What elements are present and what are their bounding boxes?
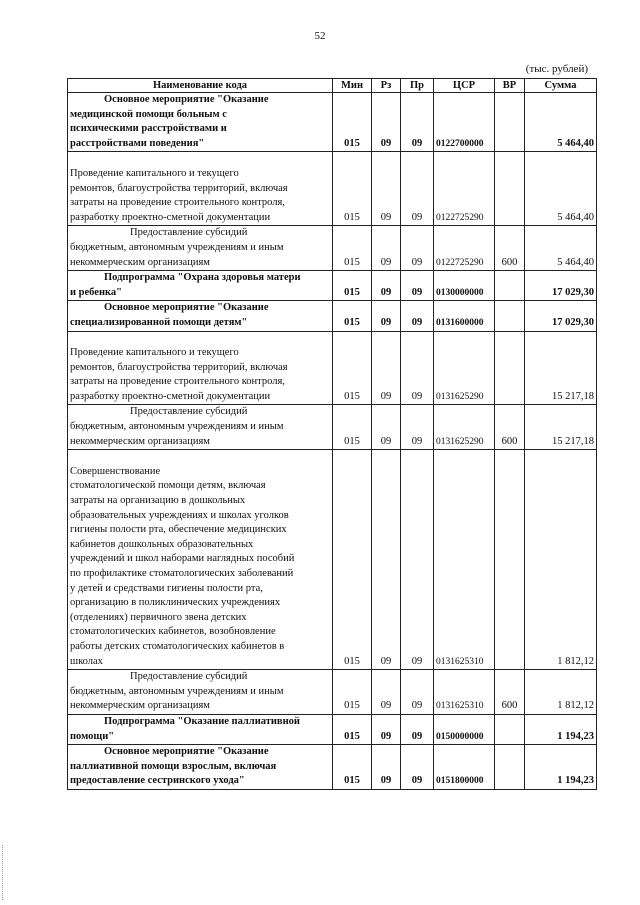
cell-sum: 5 464,40 bbox=[525, 152, 597, 226]
cell-rz: 09 bbox=[372, 405, 401, 450]
cell-csr: 0131625310 bbox=[434, 670, 495, 715]
cell-rz: 09 bbox=[372, 450, 401, 670]
cell-name: Предоставление субсидий бюджетным, автономным учреждениям и иным некоммерческим организациям bbox=[68, 226, 333, 271]
cell-name: Проведение капитального и текущего ремонтов, благоустройства территорий, включая затраты на проведение строительного контроля, разработку проектно-сметной документации bbox=[68, 152, 333, 226]
cell-name: Проведение капитального и текущего ремонтов, благоустройства территорий, включая затраты на проведение строительного контроля, разработку проектно-сметной документации bbox=[68, 331, 333, 405]
cell-name: Основное мероприятие "Оказание медицинской помощи больным с психическими расстройствами и расстройствами поведения" bbox=[68, 93, 333, 152]
cell-vr bbox=[495, 714, 525, 744]
cell-rz: 09 bbox=[372, 152, 401, 226]
cell-sum: 15 217,18 bbox=[525, 331, 597, 405]
cell-min: 015 bbox=[333, 405, 372, 450]
cell-min: 015 bbox=[333, 745, 372, 790]
cell-pr: 09 bbox=[401, 301, 434, 331]
col-header-vr: ВР bbox=[495, 79, 525, 93]
cell-min: 015 bbox=[333, 450, 372, 670]
cell-pr: 09 bbox=[401, 331, 434, 405]
cell-rz: 09 bbox=[372, 271, 401, 301]
cell-pr: 09 bbox=[401, 405, 434, 450]
col-header-pr: Пр bbox=[401, 79, 434, 93]
cell-min: 015 bbox=[333, 271, 372, 301]
cell-sum: 1 194,23 bbox=[525, 745, 597, 790]
cell-sum: 1 812,12 bbox=[525, 450, 597, 670]
cell-csr: 0131625290 bbox=[434, 405, 495, 450]
cell-rz: 09 bbox=[372, 226, 401, 271]
cell-sum: 1 194,23 bbox=[525, 714, 597, 744]
cell-sum: 5 464,40 bbox=[525, 93, 597, 152]
cell-name: Подпрограмма "Оказание паллиативной помощи" bbox=[68, 714, 333, 744]
cell-csr: 0150000000 bbox=[434, 714, 495, 744]
cell-vr bbox=[495, 745, 525, 790]
cell-csr: 0130000000 bbox=[434, 271, 495, 301]
col-header-min: Мин bbox=[333, 79, 372, 93]
cell-pr: 09 bbox=[401, 93, 434, 152]
col-header-rz: Рз bbox=[372, 79, 401, 93]
cell-sum: 17 029,30 bbox=[525, 301, 597, 331]
table-row bbox=[68, 331, 597, 405]
cell-rz: 09 bbox=[372, 714, 401, 744]
cell-sum: 15 217,18 bbox=[525, 405, 597, 450]
page-number: 52 bbox=[314, 30, 326, 42]
cell-sum: 17 029,30 bbox=[525, 271, 597, 301]
cell-sum: 1 812,12 bbox=[525, 670, 597, 715]
cell-min: 015 bbox=[333, 714, 372, 744]
cell-name: Совершенствование стоматологической помощи детям, включая затраты на организацию в дошкольных образовательных учреждениях и школах уголков гигиены полости рта, обеспечение медицинских кабинетов дошкольных образовательных учреждений и школ наборами наглядных пособий по профилактике стоматологических заболеваний у детей и средствами гигиены полости рта, организацию в поликлинических учреждениях (отделениях) первичного звена детских стоматологических кабинетов, возобновление работы детских стоматологических кабинетов в школах bbox=[68, 450, 333, 670]
table-row bbox=[68, 745, 597, 790]
table-row bbox=[68, 405, 597, 450]
table-row bbox=[68, 670, 597, 715]
cell-csr: 0122700000 bbox=[434, 93, 495, 152]
table-body bbox=[68, 93, 597, 790]
cell-name: Основное мероприятие "Оказание специализированной помощи детям" bbox=[68, 301, 333, 331]
cell-rz: 09 bbox=[372, 301, 401, 331]
cell-rz: 09 bbox=[372, 745, 401, 790]
cell-min: 015 bbox=[333, 152, 372, 226]
cell-min: 015 bbox=[333, 670, 372, 715]
cell-rz: 09 bbox=[372, 93, 401, 152]
cell-name: Подпрограмма "Охрана здоровья матери и ребенка" bbox=[68, 271, 333, 301]
budget-table bbox=[67, 78, 597, 790]
table-row bbox=[68, 714, 597, 744]
table-header-row bbox=[68, 79, 597, 93]
table-row bbox=[68, 301, 597, 331]
col-header-csr: ЦСР bbox=[434, 79, 495, 93]
cell-csr: 0131625310 bbox=[434, 450, 495, 670]
cell-vr bbox=[495, 152, 525, 226]
col-header-name: Наименование кода bbox=[68, 79, 333, 93]
scan-margin-mark bbox=[2, 845, 4, 900]
cell-pr: 09 bbox=[401, 226, 434, 271]
cell-vr bbox=[495, 93, 525, 152]
cell-csr: 0131600000 bbox=[434, 301, 495, 331]
cell-vr bbox=[495, 331, 525, 405]
cell-vr: 600 bbox=[495, 226, 525, 271]
cell-sum: 5 464,40 bbox=[525, 226, 597, 271]
col-header-sum: Сумма bbox=[525, 79, 597, 93]
cell-rz: 09 bbox=[372, 670, 401, 715]
table-row bbox=[68, 271, 597, 301]
cell-vr bbox=[495, 450, 525, 670]
cell-min: 015 bbox=[333, 93, 372, 152]
cell-csr: 0151800000 bbox=[434, 745, 495, 790]
cell-vr bbox=[495, 301, 525, 331]
cell-min: 015 bbox=[333, 226, 372, 271]
cell-name: Предоставление субсидий бюджетным, автономным учреждениям и иным некоммерческим организациям bbox=[68, 405, 333, 450]
cell-pr: 09 bbox=[401, 271, 434, 301]
table-row bbox=[68, 93, 597, 152]
cell-vr bbox=[495, 271, 525, 301]
cell-vr: 600 bbox=[495, 405, 525, 450]
cell-csr: 0131625290 bbox=[434, 331, 495, 405]
units-label: (тыс. рублей) bbox=[525, 63, 588, 75]
cell-pr: 09 bbox=[401, 714, 434, 744]
cell-min: 015 bbox=[333, 301, 372, 331]
cell-pr: 09 bbox=[401, 450, 434, 670]
cell-name: Предоставление субсидий бюджетным, автономным учреждениям и иным некоммерческим организациям bbox=[68, 670, 333, 715]
table-row bbox=[68, 450, 597, 670]
cell-name: Основное мероприятие "Оказание паллиативной помощи взрослым, включая предоставление сестринского ухода" bbox=[68, 745, 333, 790]
cell-rz: 09 bbox=[372, 331, 401, 405]
cell-csr: 0122725290 bbox=[434, 226, 495, 271]
table-row bbox=[68, 152, 597, 226]
cell-min: 015 bbox=[333, 331, 372, 405]
cell-pr: 09 bbox=[401, 745, 434, 790]
cell-pr: 09 bbox=[401, 670, 434, 715]
table-row bbox=[68, 226, 597, 271]
cell-csr: 0122725290 bbox=[434, 152, 495, 226]
cell-pr: 09 bbox=[401, 152, 434, 226]
cell-vr: 600 bbox=[495, 670, 525, 715]
